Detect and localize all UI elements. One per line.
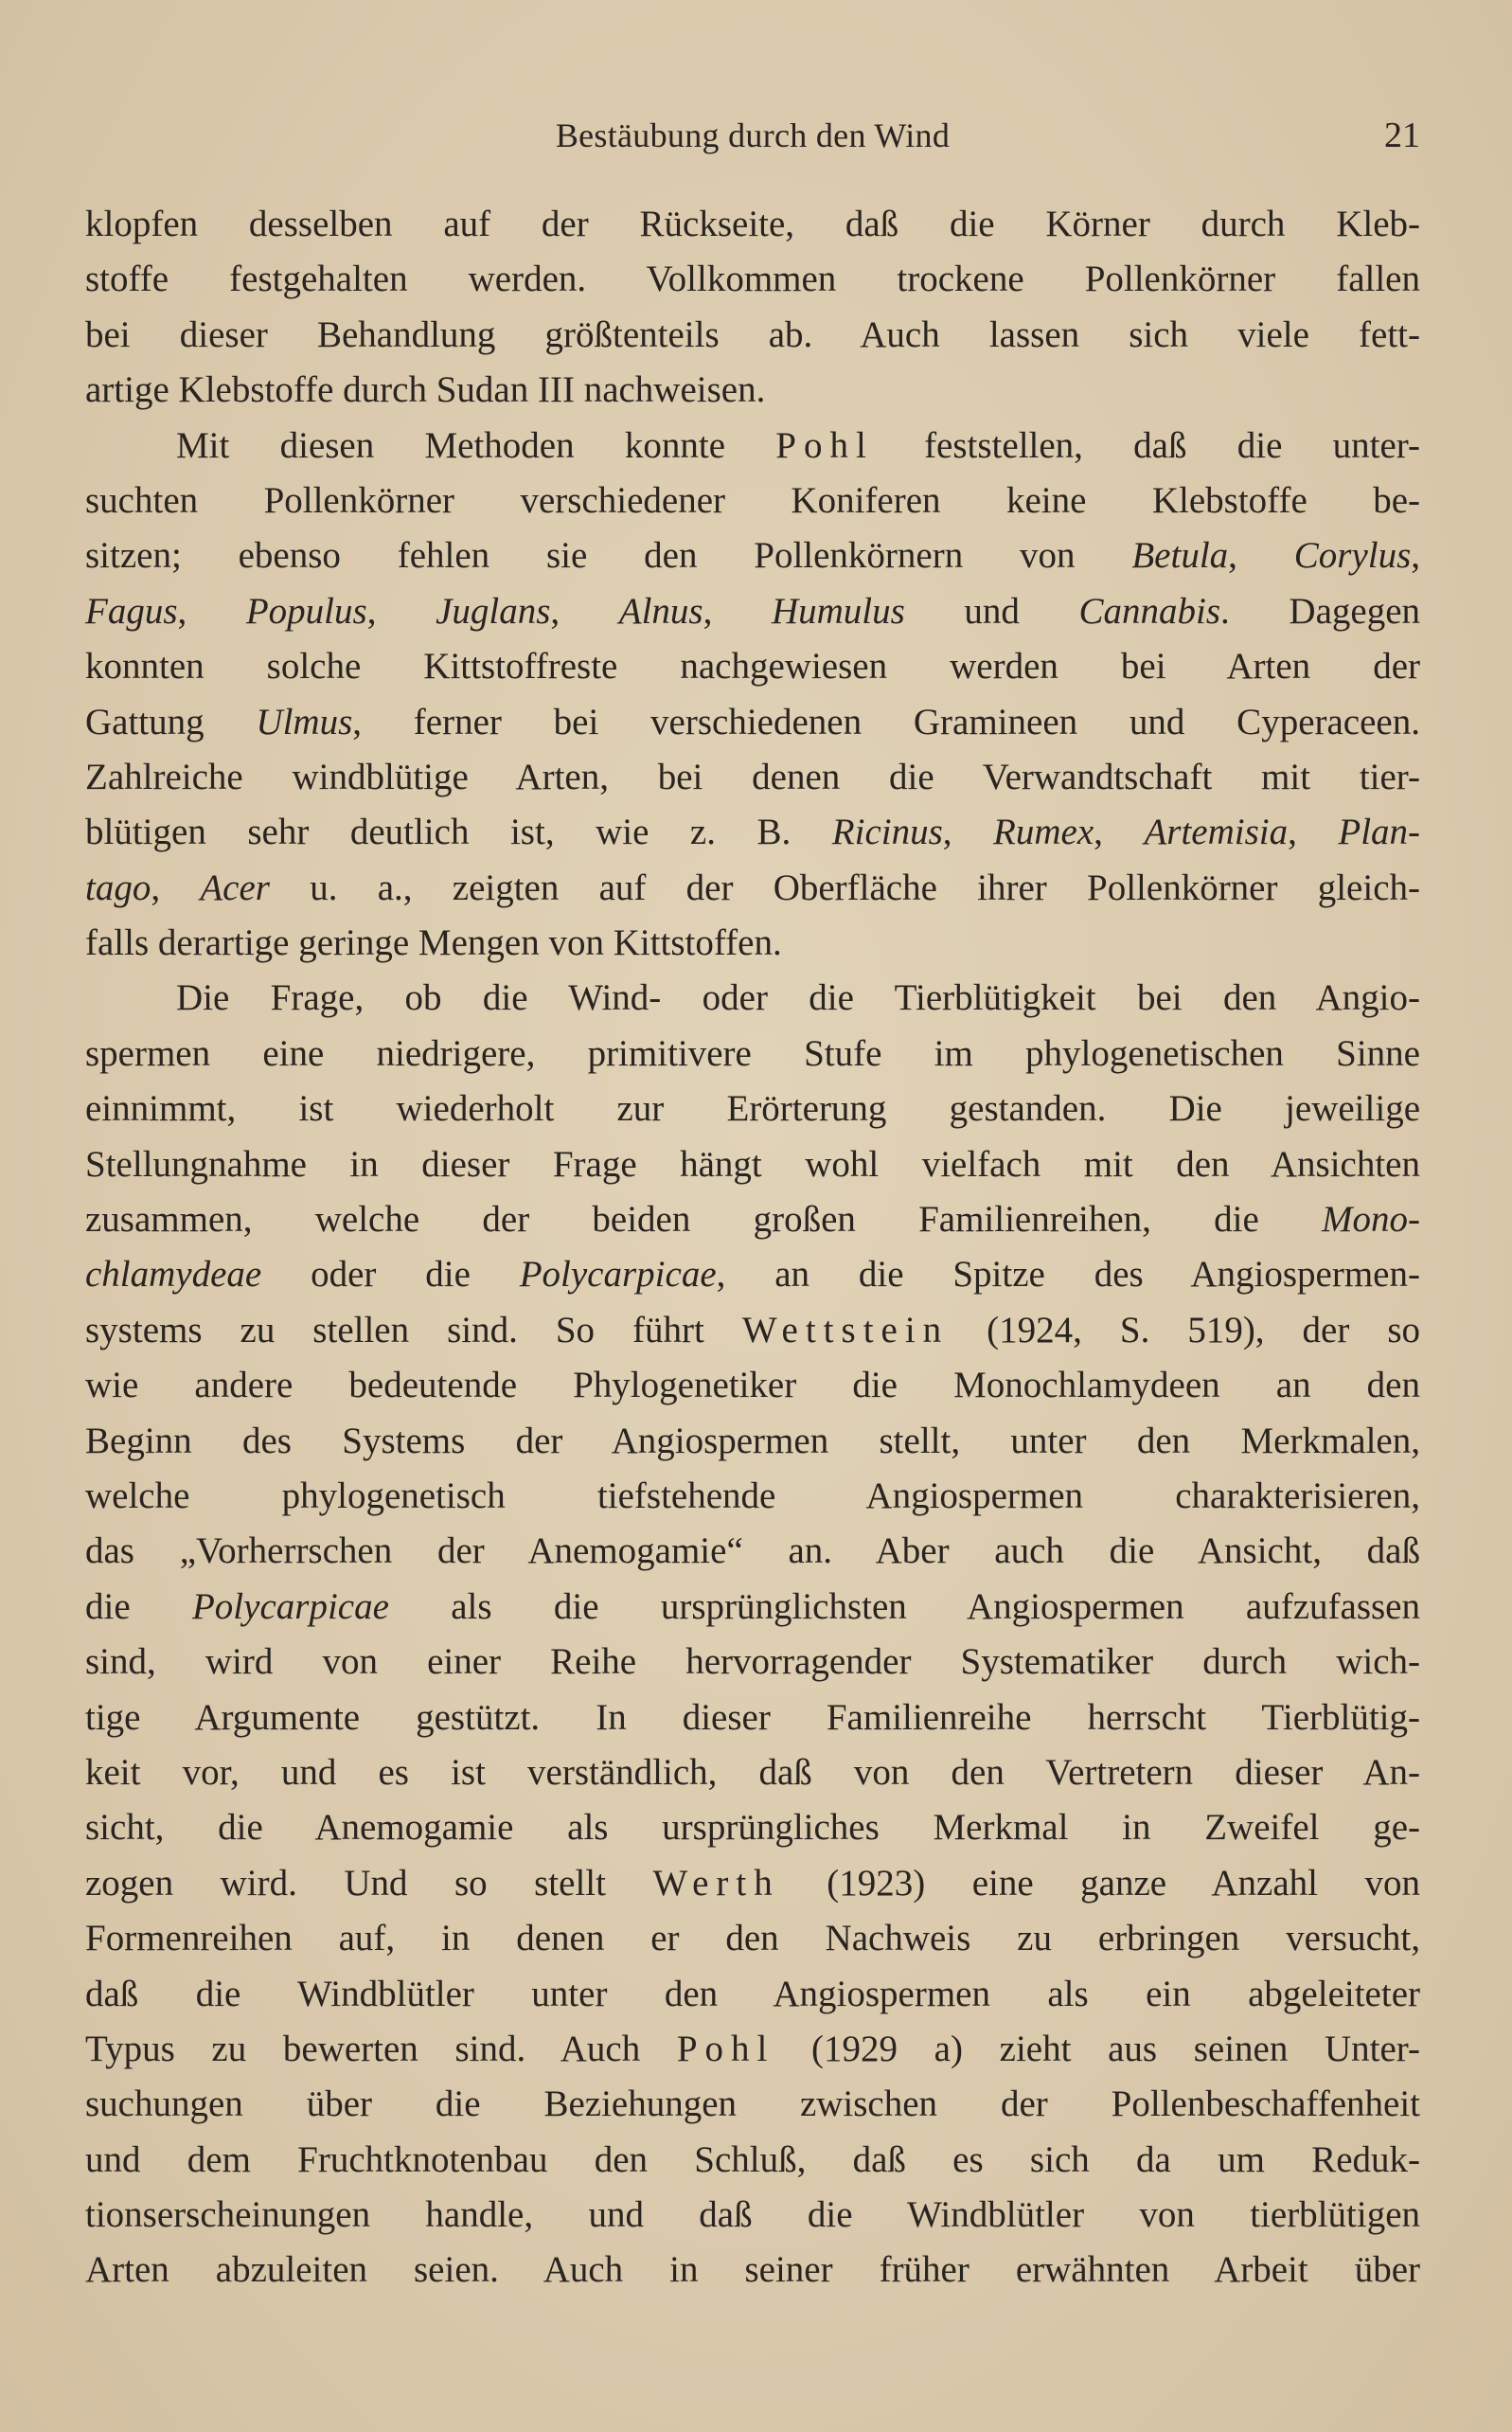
text-segment: und (904, 590, 1079, 632)
text-line (85, 252, 1420, 307)
body-text (85, 197, 1420, 2298)
page-number: 21 (1384, 116, 1420, 155)
italic-term: chlamydeae (85, 1254, 262, 1296)
text-segment: Zahlreiche windblütige Arten, bei denen die Verwandtschaft mit tier- (85, 756, 1420, 797)
text-segment: (1929 a) zieht aus seinen Unter- (774, 2028, 1421, 2069)
text-segment: konnten solche Kittstoffreste nachgewiesen werden bei Arten der (85, 646, 1420, 688)
italic-term: Plan- (1338, 812, 1421, 853)
text-line (85, 2022, 1420, 2077)
text-segment: welche phylogenetisch tiefstehende Angiospermen charakterisieren, (85, 1475, 1420, 1516)
text-segment: systems zu stellen sind. So führt (85, 1309, 742, 1350)
italic-term: Rumex (993, 812, 1094, 853)
text-segment: sind, wird von einer Reihe hervorragender Systematiker durch wich- (85, 1641, 1420, 1683)
text-segment: Arten abzuleiten seien. Auch in seiner früher erwähnten Arbeit über (85, 2249, 1420, 2291)
text-segment: als die ursprünglichsten Angiospermen aufzufassen (388, 1585, 1420, 1627)
italic-term: Ulmus (256, 701, 353, 742)
text-line (85, 861, 1420, 916)
text-segment: zusammen, welche der beiden großen Familienreihen, die (85, 1199, 1323, 1241)
text-segment: keit vor, und es ist verständlich, daß von den Vertretern dieser An- (85, 1751, 1420, 1793)
text-segment: Gattung (85, 701, 257, 742)
text-line (85, 474, 1420, 528)
text-line (85, 639, 1420, 694)
text-segment: (1923) eine ganze Anzahl von (779, 1862, 1420, 1904)
author-name: Wettstein (741, 1309, 950, 1350)
text-line (85, 1856, 1420, 1911)
text-segment: sitzen; ebenso fehlen sie den Pollenkörnern von (85, 535, 1132, 577)
text-segment: daß die Windblütler unter den Angiospermen als ein abgeleiteter (85, 1973, 1420, 2014)
text-line (85, 750, 1420, 805)
text-line (85, 2133, 1420, 2188)
text-line (85, 1745, 1420, 1800)
page-header (85, 112, 1420, 159)
text-segment: Typus zu bewerten sind. Auch (85, 2028, 677, 2069)
text-segment: Formenreihen auf, in denen er den Nachweis zu erbringen versucht, (85, 1918, 1420, 1959)
italic-term: Ricinus (831, 812, 943, 853)
italic-term: Polycarpicae (191, 1585, 389, 1627)
text-segment: Stellungnahme in dieser Frage hängt wohl vielfach mit den Ansichten (85, 1143, 1420, 1185)
text-line (85, 1469, 1420, 1524)
text-line (85, 1800, 1420, 1855)
text-line (85, 1580, 1420, 1635)
text-segment: , an die Spitze des Angiospermen- (716, 1254, 1420, 1296)
italic-term: tago (85, 867, 151, 908)
text-line (85, 2188, 1420, 2243)
text-line (85, 1192, 1420, 1247)
text-segment: , (177, 590, 246, 632)
text-line (85, 308, 1420, 363)
text-segment: spermen eine niedrigere, primitivere Stufe im phylogenetischen Sinne (85, 1032, 1420, 1074)
text-line (85, 2243, 1420, 2298)
text-line (85, 1082, 1420, 1136)
running-title: Bestäubung durch den Wind (555, 116, 951, 154)
text-line (85, 1911, 1420, 1966)
italic-term: Populus (245, 590, 367, 632)
text-line (85, 419, 1420, 474)
italic-term: Artemisia (1144, 812, 1289, 853)
italic-term: Alnus (618, 590, 703, 632)
author-name: Pohl (676, 2028, 775, 2069)
text-segment: tionserscheinungen handle, und daß die Windblütler von tierblütigen (85, 2194, 1420, 2236)
text-line (85, 695, 1420, 750)
text-segment: , (366, 590, 436, 632)
italic-term: Fagus (85, 590, 178, 632)
text-line (85, 1358, 1420, 1413)
italic-term: Corylus (1293, 535, 1412, 577)
text-segment: , (151, 867, 201, 908)
text-segment: Mit diesen Methoden konnte (176, 424, 776, 466)
text-line (85, 971, 1420, 1026)
text-segment: und dem Fruchtknotenbau den Schluß, daß es sich da um Reduk- (85, 2138, 1420, 2180)
text-line (85, 805, 1420, 860)
text-line (85, 916, 1420, 971)
text-segment: , (703, 590, 772, 632)
text-segment: bei dieser Behandlung größtenteils ab. Auch lassen sich viele fett- (85, 313, 1420, 355)
text-segment: Beginn des Systems der Angiospermen stellt, unter den Merkmalen, (85, 1420, 1420, 1461)
text-line (85, 1967, 1420, 2022)
text-line (85, 2077, 1420, 2132)
text-segment: oder die (261, 1254, 520, 1296)
text-segment: u. a., zeigten auf der Oberfläche ihrer Pollenkörner gleich- (269, 867, 1421, 908)
text-segment: , (1228, 535, 1294, 577)
text-line (85, 528, 1420, 583)
author-name: Werth (652, 1862, 780, 1904)
text-segment: klopfen desselben auf der Rückseite, daß die Körner durch Kleb- (85, 204, 1420, 244)
italic-term: Juglans (436, 590, 551, 632)
text-segment: blütigen sehr deutlich ist, wie z. B. (85, 812, 832, 853)
text-line (85, 1303, 1420, 1358)
text-segment: , (1094, 812, 1145, 853)
text-segment: , (942, 812, 994, 853)
text-segment: . Dagegen (1220, 590, 1420, 632)
text-line (85, 1137, 1420, 1192)
text-segment: tige Argumente gestützt. In dieser Familienreihe herrscht Tierblütig- (85, 1696, 1420, 1738)
text-line (85, 1635, 1420, 1690)
text-segment: , (550, 590, 619, 632)
text-segment: stoffe festgehalten werden. Vollkommen trockene Pollenkörner fallen (85, 259, 1420, 300)
text-segment: zogen wird. Und so stellt (85, 1862, 653, 1904)
italic-term: Humulus (771, 590, 905, 632)
text-segment: Die Frage, ob die Wind- oder die Tierblütigkeit bei den Angio- (176, 977, 1420, 1019)
italic-term: Polycarpicae (519, 1254, 717, 1296)
text-segment: (1924, S. 519), der so (949, 1309, 1421, 1350)
text-line (85, 1690, 1420, 1745)
text-segment: artige Klebstoffe durch Sudan III nachweisen. (85, 369, 766, 411)
italic-term: Mono- (1322, 1199, 1420, 1241)
italic-term: Betula (1131, 535, 1229, 577)
text-line (85, 1247, 1420, 1302)
text-segment: das „Vorherrschen der Anemogamie“ an. Aber auch die Ansicht, daß (85, 1530, 1420, 1572)
text-line (85, 1524, 1420, 1579)
text-line (85, 197, 1420, 252)
text-segment: sicht, die Anemogamie als ursprüngliches Merkmal in Zweifel ge- (85, 1807, 1420, 1849)
text-segment: suchten Pollenkörner verschiedener Koniferen keine Klebstoffe be- (85, 479, 1420, 521)
italic-term: Cannabis (1078, 590, 1221, 632)
text-segment: suchungen über die Beziehungen zwischen der Pollenbeschaffenheit (85, 2083, 1420, 2125)
text-line (85, 363, 1420, 418)
text-segment: falls derartige geringe Mengen von Kittstoffen. (85, 922, 782, 964)
italic-term: Acer (200, 867, 270, 908)
text-line (85, 1027, 1420, 1082)
text-line (85, 584, 1420, 639)
text-segment: wie andere bedeutende Phylogenetiker die Monochlamydeen an den (85, 1365, 1420, 1406)
author-name: Pohl (775, 424, 874, 466)
text-segment: feststellen, daß die unter- (873, 424, 1420, 466)
text-segment: , (1411, 535, 1421, 577)
text-segment: einnimmt, ist wiederholt zur Erörterung gestanden. Die jeweilige (85, 1088, 1420, 1130)
text-line (85, 1414, 1420, 1469)
text-segment: die (85, 1585, 192, 1627)
text-segment: , (1288, 812, 1339, 853)
text-segment: , ferner bei verschiedenen Gramineen und Cyperaceen. (352, 701, 1420, 742)
